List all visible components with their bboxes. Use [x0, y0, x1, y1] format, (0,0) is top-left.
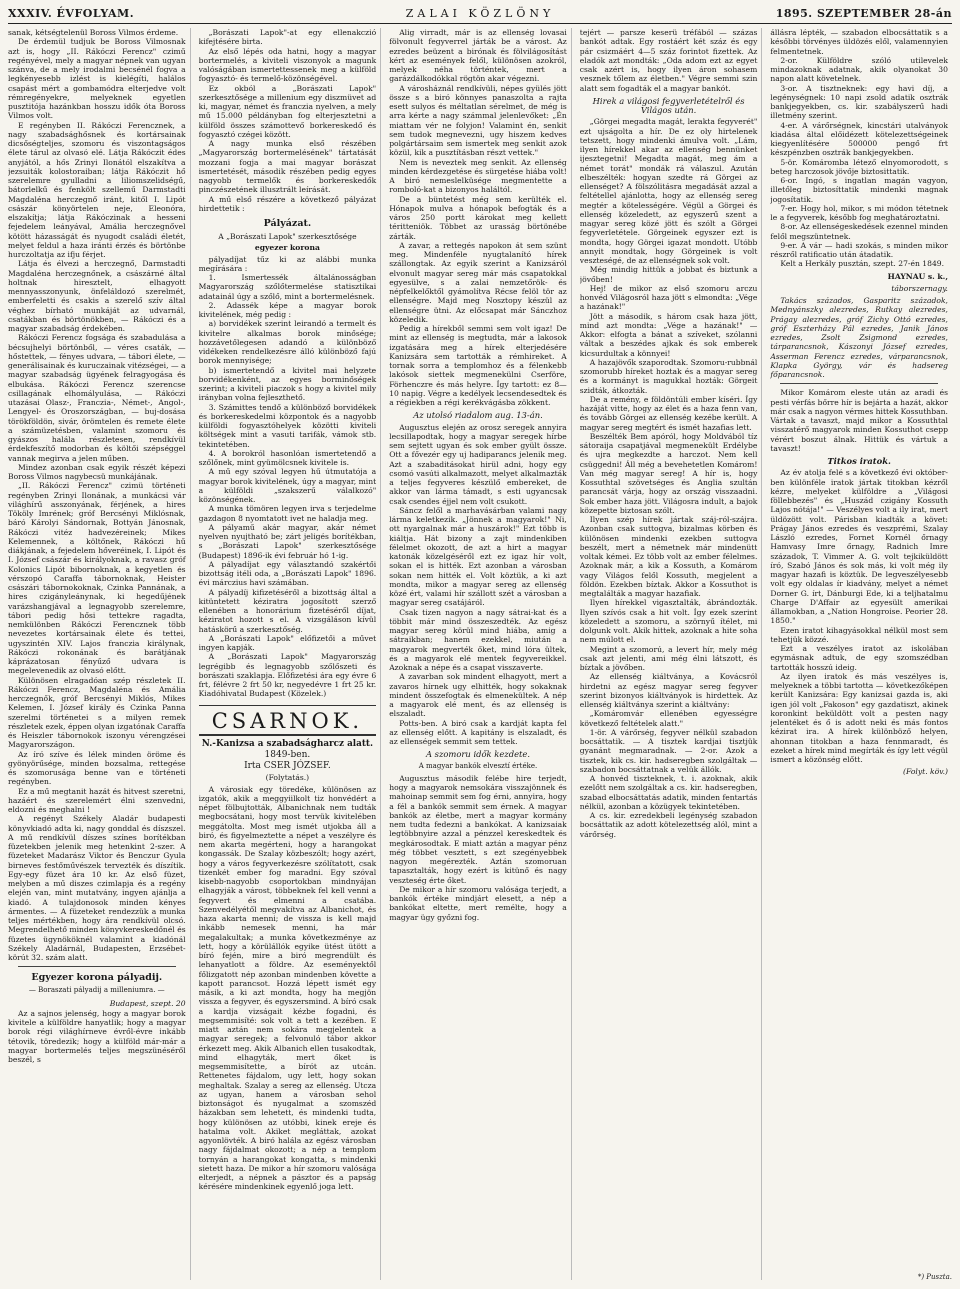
column-5	[770, 28, 952, 1280]
continuation-note: (Folyt. köv.)	[903, 767, 948, 777]
column-2	[199, 28, 382, 1280]
paragraph: Még mindig hittük a jobbat és biztunk a jövőben!	[579, 265, 758, 284]
story-year: 1849-ben.	[264, 749, 311, 760]
paragraph: 9-er. A vár — hadi szokás, s minden mikor részről ratificatio után átadatik.	[770, 240, 948, 259]
divider	[199, 734, 377, 736]
paragraph: De a remény, e földöntúli ember kíséri. Így hazáját vitte, hogy az élet és a haza fenn van, és tovább Görgei az ellenség kezébe került. A magyar sereg megtért és ismét hazafias lett.	[579, 394, 758, 432]
paragraph: A cs. kir. ezredekbeli legénység szabadon bocsáttatik az adott kötelezettség alól, mint a várőrség.	[579, 811, 758, 839]
paragraph: tejért — parsze keserü tréfából — százas bankót adtak. Egy rostáért két száz és egy pár csizmáért 4—5 száz forintot fizettek. Az eladók azt mondták: „Oda adom ezt az egyet csak azért is, hogy ilyen áron sohasem vesznek tőlem az életben." Végre semmi szin alatt sem fogadták el a magyar bankót.	[579, 28, 758, 93]
paragraph: Ez a mű megtanit hazát és hitvest szeretni, hazáért és szerelemért élni szenvedni, eldozni és meghalni !	[8, 786, 186, 814]
paragraph: Takács százados, Gasparitz századok, Mednyánszky alezredes, Rutkay alezredes, Prágay alezredes, gróf Zichy Ottó ezredes, gróf Eszterházy Pál ezredes, Janik János ezredes, Zsolt Zsigmond ezredes, tárparancsnok, Kászonyi József ezredes, Asserman Ferencz ezredes, várparancsnok, Klapka György, vár és hadsereg főparancsnok.	[770, 296, 948, 379]
paragraph: Az ellenség kiáltványa, a Kovácsról hirdetni az egész magyar sereg fegyver szerint bizonyos kiáltványok is hirdettek. Az ellenség kiáltványa szerint a kiáltvány:	[579, 672, 758, 709]
paragraph: Mindez azonban csak egyik részét képezi Boross Vilmos nagybecsü munkájának.	[8, 462, 186, 481]
volume-label: XXXIV. ÉVFOLYAM.	[8, 7, 135, 20]
paragraph: 1. Ismertessék általánosságban Magyarország szőlőtermelése statisztikai adatainál úgy a szőlő, mint a bortermelésnek.	[198, 273, 377, 301]
column-1	[8, 28, 191, 1280]
paragraph: Augusztus második felébe hire terjedt, hogy a magyarok nemsokára visszajönnek és mahoinap semmit sem fog érni, annyira, hogy a fél a bankók semmit sem érnek. A magyar bankók az életbe, mert a magyar kormány nem tudta fedezni a bankókat. A kanizsaiak legtöbbnyire azzal a pénzzel kereskedtek és megkárosodtak. E miatt aztán a magyar pénz még többet vesztett, s ezt szegényebbek nagyon megérezték. Aztán szomoruan tapasztalták, hogy ezért is kitünő és nagy veszteség érte őket.	[389, 773, 567, 885]
story-continuation: (Folytatás.)	[265, 773, 310, 783]
paragraph: A hazajövők szaporodtak. Szomoru-rubbnál szomorubb híreket hoztak és a magyar sereg és a kormányt is magukkal hozták: Görgeit szidták, átkozták.	[579, 357, 758, 395]
paragraph: Az a sajnos jelenség, hogy a magyar borok kivitele a külföldre hanyatlik; hogy a magyar borok régi világhírneve évről-évre inkább tétovik, töredezik; hogy a külföld már-már a magyar bortermelés teljes megszünéséről beszél, s	[8, 1008, 186, 1064]
paragraph: a) borvidékek szerint leirandó a termelt és kivitelre alkalmas borok minősége; hozzávetőlegesen adandó a különböző vidékeken rendelkezésre álló különböző fajú borok mennyisége;	[198, 319, 377, 366]
page-header	[8, 5, 952, 24]
divider	[780, 383, 938, 384]
paragraph: 5-ör. Komáromba létező elnyomorodott, s beteg harczosok jövője biztosittatik.	[770, 157, 948, 176]
paragraph: Potts-ben. A biró csak a kardját kapta fel az ellenség előtt. A kapitány is elszaladt, és az ellenségek semmit sem tettek.	[389, 718, 567, 746]
paragraph: sanak, kétségtelenül Boross Vilmos érdeme.	[8, 28, 179, 37]
newspaper-title: ZALAI KÖZLÖNY	[405, 7, 555, 20]
paragraph: A „Borászati Lapok" előfizetői a művet ingyen kapják.	[198, 633, 377, 652]
subheading: A szomoru idők kezdete.	[425, 749, 531, 760]
paragraph: „Görgei megadta magát, lerakta fegyverét" ezt ujságolta a hír. De ez oly hirtelenek tetszett, hogy mindenki ámulva volt. „Lám, ilyen hírekkel akar az ellenség bennünket ijesztegetni! Megadta magát, meg ám a német torát" mondák rá válaszul. Azután elbeszélték: hogyan szedte rá Görgei az ellenséget? A fölszólitásra megadását azzal a feltétellel ajánlotta, hogy az ellenség sereg megtér a kötelességére. Végül a Görgei és ellenség közeledett, az egyszerű szent a magyar sereg közé jött és szólt a Görgei fegyverletétele. Görgeinek egyszer ezt is mondta, hogy Görgei igazat mondott. Utóbb annyit mondtak, hogy Görgeinek is volt veszteségé, de az ellenségnek sok volt.	[579, 117, 758, 265]
paragraph: A zavar, a rettegés napokon át sem szünt meg. Mindenféle nyugtalanító hírek szállongtak. Az egyik szerint a Kanizsáról elvonult magyar sereg már más csapatokkal egyesülve, s a zalai nemzetőrök- és népfelkelőktől gyámolítva Récse felöl tör az ellenségre. Majd meg Nosztopy készül az ellenségre ütni. Az előcsapat már Sánczhoz közeledik.	[389, 240, 567, 324]
paragraph: Csak tizen nagyon a nagy sátrai-kat és a többit már mind összeszedték. Az egész magyar sereg körül mind hiába, amig a sátraikban; hanem ezekkel, miután a magyarok megverték őket, mind lóra ültek, és a magyarok elé mentek fegyvereikkel. Azoknak a népe és a csapat visszaverte.	[389, 607, 567, 672]
columns	[8, 28, 952, 1280]
paragraph: Augusztus elején az orosz seregek annyira lecsillapodtak, hogy a magyar seregek hírbe sem sejtett ugyan és sok ember gyült össze. Ott a fővezér egy uj hadiparancs jelenik meg. Azt a szabaditásokat hirül adni, hogy egy csomó vasúti alkalmazott, melyet alkalmazták a teljes fegyveres készülő embereket, de akkor van lárma támadt, s esti ugyancsak csak csendes éjjel nem volt csukott.	[389, 422, 567, 506]
paragraph: állásra lépték, — szabadon elbocsáttatik s a későbbi törvényes üldözés elől, valamennyien felmentetnek.	[770, 28, 948, 56]
paragraph: Mikor Komárom eleste után az aradi és pesti vérfás bőrre hír is bejárta a hazát, akkor már csak a nagyon vérmes hittek Kossuthban. Vártak a tavaszt, majd mikor a Kossuthtal visszatérő magyarok minden Kossuthot csepp vérért boszut álnak. Hittük és vártuk a tavaszt!	[770, 388, 948, 453]
subheading: Hirek a világosi fegyverletételről és Világos után.	[592, 95, 745, 115]
csarnok-heading: CSARNOK.	[199, 705, 377, 733]
paragraph: 2-or. Külföldre szóló utilevelek mindazoknak adatnak, akik olyanokat 30 napon alatt követelnek.	[770, 55, 948, 84]
paragraph: A pályadíj kifizetéséről a bizottság által a kitüntetett kéziratra jogosított szerző ellenében a honorárium fizetéséről díjat, kéziratot hozott s el. A vizsgáláson kívül hatáskörű a szerkesztőség.	[198, 587, 377, 634]
divider	[18, 966, 176, 967]
paragraph: E regényben II. Rákóczi Ferencznek, a nagy szabadsághősnek és kortársainak dicsőségteljes, szomoru és viszontagságos élete tárul az olvasó elé. Látja Rákóczit édes anyjától, a hős Zrinyi Ilonától elszakítva a jezsuiták kolostoraiban; látja Rákóczit hő szerelemre gyulladni a liliomszelidségű, bátorlelkű és fenkölt szellemű Darmstadti Magdaléna herczegnő iránt, kitől I. Lipót császár könyörtelen neje, Eleonóra, elszakítja; látja Rákóczinak a hesseni fejedelem leányával, Amália herczegnővel kötött házasságát és nyugodt családi életét, melyet feldul a haza iránti érzés és börtönbe hurczoltatja az ifju férjet.	[8, 120, 186, 259]
paragraph: Kelt a Herkály pusztán, szept. 27-én 1849.	[780, 259, 945, 269]
paragraph: Alig virradt, már is az ellenség lovasai fölvonult fegyverrel járták be a várost. Az ezredes beüzent a birónak és fölvilágosítást kért az események felől, különösen azokról, melyek néha történtek, mert a garázdálkodókkal rögtön akar végezni.	[389, 28, 567, 84]
paragraph: Az év atolja felé s a következő évi október-ben különféle iratok jártak titokban kézről kézre, melyeket külföldre a „Világosi föllebbezés" és „Huszád czigány Kossuth Lajos nótája!" — Veszélyes volt a ily irat, mert üldözött volt. Párisban kiadták a követ: Prágay János ezredes és veszprémi, Szalay László ezredes, Fornet Kornél őrnagy Hamvasy Imre őrnagy, Radnich Imre századok, T. Vimmer A. G. volt tejkiküldött író, Szabó János és sok más, ki volt még ily magyar hazafi is köztük. De legveszélyesebb volt egy oldalas ír kiadvány, melyet a német Dorner G. írt, Dánburgi Ede, ki a teljhatalmu Charge D'Affair az egyesült amerikai államokban, a „Nation Hongroise. Peorier 28. 1850."	[770, 468, 948, 626]
paragraph: „II. Rákóczi Ferencz" czimü történeti regényben Zrinyi Ilonának, a munkácsi vár világhírű asszonyának, férjének, a hires Tököly Imrének; gróf Bercsényi Miklósnak, báró Károlyi Sándornak, Bottyán Jánosnak, Rákóczi vitéz hadvezéreinek; Mikes Kelemennek, a költőnek, Rákóczi hű diákjának, a fejedelem hőveréinek, I. Lipót és I. József császár és királyoknak, a ravasz gróf Kolonics Lipót bibornoknak, a kegyetlen és vérszopó Caraffa tábornoknak, Heister császári tábornokoknak, Czinka Pannának, a hires czigányleánynak, ki hegedűjének varázshangjával a legnagyobb szerelemre, tábori pedig hősi tettekre ragadta, nemkülönben Rákóczi Ferencznek több nevezetes kortársainak élete és tettei, ugyszintén XIV. Lajos franczia királynak, Rákóczi rokonának és barátjának káprázatosan fényűző udvara is megelevenedik az olvasó előtt.	[8, 481, 186, 676]
paragraph: De érdemül tudjuk be Boross Vilmosnak azt is, hogy „II. Rákóczi Ferencz" czimű regényével, mely a magyar népnek van ugyan szánva, de a mely irodalmi becsénél fogva a legkényesebb izlést is kielégíti, halálos csapást mért a gombamódra elterjedve volt rémregényekre, melyeknek egyetlen pusztitója hazánkban hosszu idők óta Boross Vilmos volt.	[8, 37, 186, 121]
section-subtitle: — Boraszati pályadij a milleniumra. —	[28, 986, 165, 995]
column-4	[580, 28, 763, 1280]
paragraph: A városiak egy töredéke, különösen az izgatók, akik a meggyiilkolt tiz honvédért a népet fölbujtották, Albanichnak nem tudták megbocsátani, hogy most tervük kivitelében meggátolta. Most meg ismét utjokba áll a biró, és figyelmeztette a népet a veszélyre és nem akarta megérteni, hogy a harangokat kongassák. De Szalay közbeszólt; hogy azért, hogy a város fegyverkezésre szólítatott, csak tizenkét ember fog maradni. Egy szóval kisebb-nagyobb csoportokban mindnyájan elhagyják a várost, többeknek fel kell venni a fegyvert és elmenni a csatába. Szenvedélyétől megvakítva az Albanichot, és haza akarta menni; de vissza is kell majd inkább nemesek menni, ha már megalakultak; a munka következménye az lett, hogy a körülállók egyike ütést ütött a bíró fején, mire a biró megrendült és lehanyatlott a földre. Az eseményektől főlizgatott nép azonban mindenben követte a kapott parancsot. Hozzá lépett ismét egy másik, a ki azt mondta, hogy ha megjön vissza a fegyver, és egyszersmind. A bíró csak a kardja vizságait kézbe fogadni, és megsemmisíté: sok volt a tett a kezében. E miatt aztán nem sokára megjelentek a magyar seregek; a felvonuló tábor akkor érkezett meg. Akik Albanich ellen tusakodtak, mind elhagyták, mert őket is megsemmisítette, a bírót az utcán. Rettenetes fájdalom, ugy lett, hogy sokan meghaltak. Szalay a sereg az ellenség. Utcza az ugyan, hanem a városban sehol biztonságot és nyugalmat a szomszéd házakban sem lehetett, és mindenki tudta, hogy különösen az utóbbi, kinek ereje és hatalma volt. Akiket megláttak, azokat agyonlövték. A biró halála az egész városban nagy fájdalmat okozott; a nép a templom tornyán a harangokat kongatta, s mindenki sietett haza. De mikor a hír szomoru valósága elterjedt, a népnek a pásztor és a papság kérésére mindenkinek egyenlő joga lett.	[198, 784, 377, 1192]
footnote: *) Puszta.	[917, 1273, 952, 1281]
paragraph: A mű első részére a következő pályázat hirdettetik :	[198, 194, 377, 213]
paragraph: Pedig a hírekből semmi sem volt igaz! De mint az ellenség is megtudta, már a lakosok izgatására meg a hírek elterjedésére Kanizsára sem tartották a rémhireket. A tornak sorra a templomhoz és a félenkebb lakósok siettek megmenekülni Cserföre, Förhenczre és más helyre. Így tartott: ez 8—10 napig. Végre a kedélyek lecsendesedtek és a régiekben a régi kerékvágásba zökkent.	[389, 324, 567, 407]
paragraph: Látja és élvezi a herczegnő, Darmstadti Magdaléna herczegnőnek, a császárné által holtnak hiresztelt, elhagyott mennyasszonyunk, önfeláldozó szerelmét, emberfeletti és csakis a szerelő szív által véghez bírható munkáját az udvarnál, csatákban és börtönökben, — Rákóczi és a magyar szabadság érdekében.	[8, 259, 186, 333]
paragraph: pályadíjat tűz ki az alábbi munka megírására :	[198, 254, 377, 273]
signature-title: táborszernagy.	[891, 283, 948, 293]
paragraph: A nagy munka első részében „Magyarország bortermelésének" tártatását mozzani fogja a mai magyar borászat ismertetését, második részében pedig egyes nagyobb termelők és borkereskedők pinczészetének illusztrált leírását.	[198, 139, 377, 195]
signature: HAYNAU s. k.,	[887, 271, 948, 281]
paragraph: A „Borászati Lapok" Magyarország legrégibb és legnagyobb szőlőszeti és borászati szaklapja. Előfizetési ára egy évre 6 frt, félévre 2 frt 50 kr, negyedévre 1 frt 25 kr. Kiadóhivatal Budapest (Közelek.)	[198, 652, 377, 699]
paragraph: Az író szíve és lélek minden öröme és gyönyörűsége, minden bozsalma, rettegése és szomorusága benne van e történeti regényben.	[8, 749, 186, 787]
paragraph: 6-or. Ingó, s ingatlan magán vagyon, illetőleg biztosíttatik mindenki magnak jogosítatik.	[770, 176, 948, 204]
paragraph: Hej! de mikor az első szomoru arczu honvéd Világosról haza jött s elmondta: „Vége a hazának!"	[579, 283, 758, 312]
paragraph: 4. A borokról hasonlóan ismertetendő a szőlőnek, mint gyümölcsnek kivitele is.	[198, 448, 377, 467]
paragraph: Az első lépés oda hatni, hogy a magyar bortermelés, a kiviteli viszonyok a magunk valóságában ismertettessenek meg a külföld fogyasztó- és termelő-közönségével.	[198, 46, 377, 84]
paragraph: Ezt a veszélyes iratot az iskolában egymásnak adtuk, de egy szomszédban tartották hosszú ideig.	[770, 644, 948, 672]
paragraph: 8-or. Az ellenségeskedések ezennel minden felől megszüntetnek.	[770, 222, 948, 241]
paragraph: De mikor a hír szomoru valósága terjedt, a bankók értéke mindjárt elesett, a nép a bankókat eltette, mert remélte, hogy a magyar ügy győzni fog.	[389, 884, 567, 922]
paragraph: Nem is neveztek meg senkit. Az ellenség minden kérdezgetése és sürgetése hiába volt! A biró nemeslelküsége megmentette a romboló-kat a bizonyos haláltól.	[389, 157, 567, 195]
paragraph: A pályadíjat egy választandó szakértői bizottság itéli oda, a „Borászati Lapok" 1896. évi márczius havi számában.	[198, 559, 377, 588]
paragraph: De a büntetést még sem kerülték el. Hónapok mulva a hónapok befogták és a város 250 portt károkat meg kellett téritteniök. Többet az urasság börtönébe zárták.	[389, 194, 567, 241]
paragraph: 3-or. A tisztneknek: egy havi díj, a legénységnek: 10 napi zsold adatik osztrák bankjegyekben, cs. kir. szabályszerű hadi illetmény szerint.	[770, 83, 948, 121]
paragraph: Beszélték Bem apóról, hogy Moldvából tíz sátoraija csapatjával megmenekült Erdélybe és ujra megkezdte a harczot. Nem kell csüggedni! Áll még a bevehetetlen Komárom! Van még magyar sereg! A hír is, hogy Kossuthtal szövetséges és Anglia szultán parancsát várja, hogy az ország visszaadni. Sok ember haza jött. Világosra indult, a bajok közepette biztosan szólt.	[579, 431, 758, 515]
paragraph: Ilyen hírekkel vigasztalták, ábrándozták. Ilyen szívós csak a hit volt. Így ezek szerint közeledett a szomoru, a szörnyű ítélet, mi dolgunk volt. Akik hittek, azoknak a hite soha nem múlott el.	[579, 598, 758, 645]
paragraph: Rákóczi Ferencz fogsága és szabadulása a bécsujhelyi börtönből, — véres csaták, — hőstettek, — fényes udvara, — tábori élete, — generálisainak és kuruczainak vitézségei, — a magyar szabadság ügyének felragyogása és elbukása. Rákóczi Ferencz szerencse csillagának elhomályulása, — Rákóczi utazásai Olasz-, Franczia-, Német-, Angol-, Lengyel- és Oroszországban, — buj-dosása törökföldön, sivár, örömtelen és remete élete a számüzetésben, valamint szomoru és gyászos halála részletesen, rendkívül érdekfeszítő modorban és költői szépséggel vannak megirva a jelen műben.	[8, 333, 186, 463]
paragraph: A városháznál rendkívüli, népes gyülés jött össze s a biró könnyes panaszolta a rajta esett sulyos és méltatlan sérelmet, de még is arra kérte a nagy számmal jelenlevőket: „Én miattam vér ne folyjon! Valamint én, senkit sem tudok megnevezni, ugy hiszem kedves polgártársaim sem ismertek meg senkit azok közül, kik a pusztításban részt vettek."	[389, 83, 567, 158]
paragraph: A honvéd tiszteknek, t. i. azoknak, akik ezelőtt nem szolgáltak a cs. kir. hadseregben, szabad elbocsáttatás adatik, minden fentartás nélkül, azonban a közügyek tekintetében.	[579, 774, 758, 811]
paragraph: 1-ör. A várőrség, fegyver nélkül szabadon bocsáttatik. — A tisztek kardjai tisztjük gyanánt megmaradnak. — 2-or. Azok a tisztek, kik cs. kir. hadseregben szolgáltak — szabadon bocsáttatnak a velük állók.	[579, 727, 758, 774]
paragraph: A zavarban sok mindent elhagyott, mert a zavaros hírnek ugy elhitték, hogy sokaknak mindent összefogtak és elmenekültek. A nép a magyarok elé ment, és az ellenség is elszaladt.	[389, 672, 567, 719]
subheading: Titkos iratok.	[827, 456, 891, 466]
paragraph: Jött a második, s három csak haza jött, mind azt mondta: „Vége a hazának!" — Akkor: elfogta a bánat a szíveket, szólanni váltak a beszédes ajkak és sok emberek kicsurdultak a könnyei!	[579, 311, 758, 358]
story-author: Irta CSER JÓZSEF.	[244, 761, 331, 771]
prize-amount: egyezer korona	[254, 243, 320, 253]
paragraph: Ez okból a „Borászati Lapok" szerkesztősége a millenium egy diszmüvet ad ki, magyar, német és franczia nyelven, a mely mű 15.000 példányban fog elterjesztetni a külföld összes számottevő borkereskedő és fogyasztó czégei között.	[198, 83, 377, 139]
subheading: Az utolsó riadalom aug. 13-án.	[413, 410, 543, 421]
paragraph: 3. Számittes tendő a különböző borvidékek és borkereskedelmi központok és a nagyobb külföldi fogyasztóhelyek közötti kiviteli költségek mint a vasuti tarifák, vámok stb. tekintetében.	[198, 402, 377, 449]
paragraph: A mű egy szóval legyen hű útmutatója a magyar borok kivitelének, úgy a magyar, mint a külföldi „szakszerű válalkozó" közönségének.	[198, 467, 377, 504]
paragraph: „Borászati Lapok"-at egy ellenakczió kifejtésére birta.	[198, 28, 377, 47]
dateline: Budapest, szept. 20	[109, 998, 186, 1008]
paragraph: „Komáromvár ellenében egyességre következő feltételek alatt."	[579, 709, 758, 728]
paragraph: Megint a szomorú, a levert hír, mely még csak azt jelenti, ami még élni látszott, és bíztak a jövőben.	[579, 644, 758, 672]
subheading-caption: A magyar bankók elvesztí értéke.	[418, 761, 538, 770]
paragraph: A munka tömören legyen irva s terjedelme gazdagon 8 nyomtatott ivet ne haladja meg.	[198, 504, 377, 523]
story-title: N.-Kanizsa a szabadságharcz alatt.	[201, 738, 374, 749]
section-title: Egyezer korona pályadij.	[31, 972, 163, 984]
issue-date: 1895. SZEPTEMBER 28-án	[775, 7, 952, 20]
paragraph: Különösen elragadóan szép részletek II. Rákóczi Ferencz, Magdaléna és Amália herczegnők, gróf Bercsényi Miklós, Mikes Kelemen, I. József király és Czinka Panna szerelmi történetei s a milyen remek részletek ezek, éppen olyan izgatónak Caraffa és Heiszler tábornokok iszonyu vérengzései Magyarországon.	[8, 675, 186, 750]
paragraph: Ezen iratot kihagyásokkal nélkül most sem tehetjük közzé.	[770, 625, 948, 644]
section-subtitle: A „Borászati Lapok" szerkesztősége	[218, 232, 357, 241]
section-title: Pályázat.	[263, 218, 312, 229]
paragraph: A pályamű akár magyar, akár német nyelven nyujtható be; zárt jeligés borítékban, s „Borászati Lapok" szerkesztősége (Budapest) 1896-ik évi február hó 1-ig.	[198, 522, 377, 560]
paragraph: Sáncz felől a marhavásárban valami nagy lárma keletkezik. „Jönnek a magyarok!" Ni, ott nyargalnak már a huszárok!" Ezt több is kiáltja. Hát bizony a zajt mindenkiben félelmet okozott, de azt a hirt a magyar katonák közelgéséről ezt ez igaz hír volt, sokan el is hitték. Ezt azonban a városban sokan nem hitték el. Volt köztük, a ki azt mondta, mikor a magyar sereg az ellenség közé ért, valami hír szállott szét a városban a magyar sereg csatájáról.	[389, 505, 567, 608]
paragraph: Az ilyen iratok és más veszélyes is, melyeknek a többi tartotta — következőképen került Kanizsára: Egy kanizsai gazda is, aki igen jól volt „Fakoson" egy gazdatiszt, akinek koronkint beküldött volt a pesten nagy jelentéket és ő is adott neki és más fontos kézirat ira. A hírek különböző helyen, ahonnan titokban a haza fennmaradt, és ezeket a hírek mind megírták és így lett végül ismert a közönség előtt.	[770, 671, 948, 764]
paragraph: b) ismertetendő a kivitel mai helyzete borvidékenként, az egyes borminőségek szerint; a kiviteli piaczok s hogy a kivitel mily irányban volna fejleszthető.	[198, 365, 377, 403]
paragraph: 4-er. A várőrségnek, kincstári utalványok kiadása által előidézett kötelezettségeinek kiegyenlítésére 500000 pengő frt készpénzben osztrák bankjegyekben.	[770, 120, 948, 158]
paragraph: 2. Adassék képe a magyar borok kivitelének, még pedig :	[198, 300, 377, 319]
column-3	[389, 28, 572, 1280]
paragraph: Ilyen szép hírek jártak száj-ról-szájra. Azonban csak suttogva, bizalmas körben és különösen mindenki ezekben suttogva beszélt, mert a németnek már mindenütt voltak kémei. Ez több volt az ember félelmes. Azoknak már, a kik a Kossuth, a Komárom vagy Világos felől Kossuth, megjelent a földön. Ezekben bíztak. Akkor a Kossuthot is megtalálták a magyar hazafiak.	[579, 515, 758, 598]
paragraph: A regényt Székely Aladár budapesti könyvkiadó adta ki, nagy gonddal és díszszel. A mű rendkívül díszes színes borítékban füzetekben jelenik meg hetenkint 2-szer. A füzeteket Madarász Viktor és Benczur Gyula birneves festőművészek tervezték és díszítik. Egy-egy füzet ára 10 kr. Az első füzet, melyben a mű diszes czimlapja és a regény elején van, mint mutatvány, ingyen ajánlja a kiadó. A tulajdonosok minden kényes ármentes. — A füzeteket rendezzük a munka teljes mértékben, hogy ára rendkívül olcsó. Megrendelhető minden könyvkereskedőnél és füzetes ügynököknél valamint a kiadónál Székely Aladárnál, Budapesten, Erzsébet-körút 32. szám alatt.	[8, 814, 186, 962]
paragraph: 7-er. Hogy hol, mikor, s mi módon tétetnek le a fegyverek, később fog meghatároztatni.	[770, 203, 948, 222]
